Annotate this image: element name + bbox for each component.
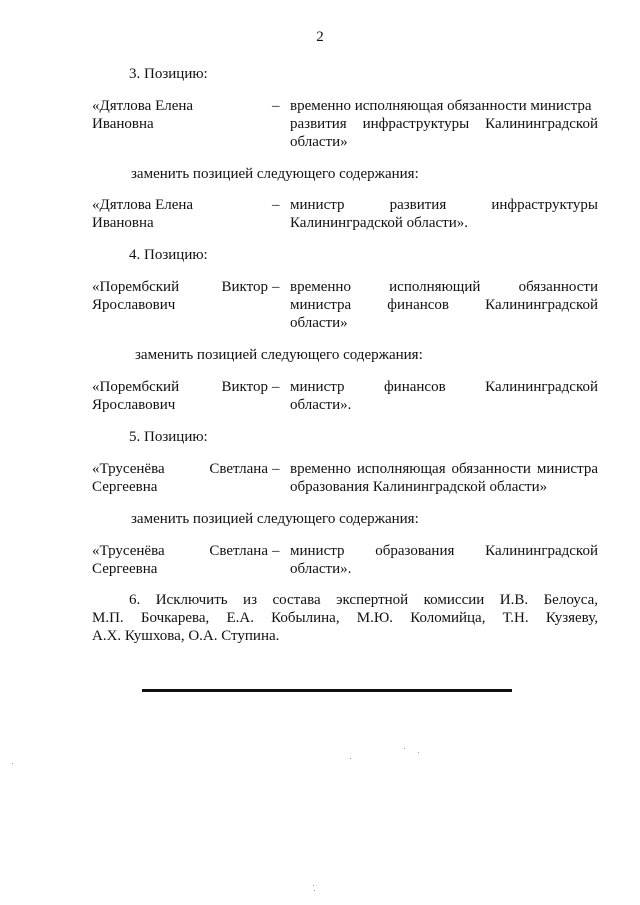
name-line-2: Сергеевна <box>92 561 158 577</box>
name-line-1 <box>92 378 268 396</box>
surname: «Трусенёва <box>92 543 165 559</box>
entry-dash: – <box>272 379 280 395</box>
entry-dash: – <box>272 98 280 114</box>
desc-line: образования Калининградской области» <box>290 479 548 495</box>
desc-line: области» <box>290 315 348 331</box>
surname: «Порембский <box>92 279 180 295</box>
first-name: Светлана <box>209 543 268 559</box>
name-line-2: Сергеевна <box>92 479 158 495</box>
desc-line: временно исполняющая обязанности министра <box>290 98 592 114</box>
desc-line: министр образования Калининградской <box>290 543 598 559</box>
entry-dash: – <box>272 197 280 213</box>
position-description <box>290 97 598 151</box>
desc-line: Калининградской области». <box>290 215 468 231</box>
first-name: Светлана <box>209 461 268 477</box>
replace-phrase: заменить позицией следующего содержания: <box>131 511 419 527</box>
item-heading: 3. Позицию: <box>129 66 208 82</box>
person-name <box>92 97 268 133</box>
name-line-2: Ярославович <box>92 397 176 413</box>
surname: «Трусенёва <box>92 461 165 477</box>
desc-line: области» <box>290 134 348 150</box>
desc-line: области». <box>290 397 352 413</box>
entry-dash: – <box>272 461 280 477</box>
position-description <box>290 460 598 496</box>
position-description <box>290 542 598 578</box>
name-line-2: Ярославович <box>92 297 176 313</box>
desc-line: министра финансов Калининградской <box>290 297 598 313</box>
desc-line: временно исполняющая обязанности министра <box>290 461 598 477</box>
replace-phrase: заменить позицией следующего содержания: <box>131 166 419 182</box>
entry-dash: – <box>272 543 280 559</box>
page-number: 2 <box>316 29 324 45</box>
first-name: Виктор <box>221 379 268 395</box>
item-heading: 5. Позицию: <box>129 429 208 445</box>
desc-line: временно исполняющий обязанности <box>290 279 598 295</box>
paragraph-line: М.П. Бочкарева, Е.А. Кобылина, М.Ю. Коломийца, Т.Н. Кузяеву, <box>92 610 598 626</box>
person-name <box>92 378 268 414</box>
position-description <box>290 196 598 232</box>
desc-line: министр развития инфраструктуры <box>290 197 598 213</box>
position-description <box>290 378 598 414</box>
item-heading: 4. Позицию: <box>129 247 208 263</box>
person-name <box>92 278 268 314</box>
first-name: Виктор <box>221 279 268 295</box>
name-line-2: Ивановна <box>92 116 154 132</box>
person-name <box>92 196 268 232</box>
exclusion-paragraph <box>92 591 598 645</box>
name-line-1 <box>92 460 268 478</box>
surname: «Порембский <box>92 379 180 395</box>
name-line-2: Ивановна <box>92 215 154 231</box>
closing-rule <box>142 689 512 692</box>
name-line-1: «Дятлова Елена <box>92 98 194 114</box>
name-line-1 <box>92 278 268 296</box>
desc-line: развития инфраструктуры Калининградской <box>290 116 598 132</box>
paragraph-line: 6. Исключить из состава экспертной комиссии И.В. Белоуса, <box>129 592 598 608</box>
desc-line: министр финансов Калининградской <box>290 379 598 395</box>
person-name <box>92 542 268 578</box>
name-line-1: «Дятлова Елена <box>92 197 194 213</box>
paragraph-line: А.Х. Кушхова, О.А. Ступина. <box>92 628 280 644</box>
replace-phrase: заменить позицией следующего содержания: <box>135 347 423 363</box>
person-name <box>92 460 268 496</box>
name-line-1 <box>92 542 268 560</box>
position-description <box>290 278 598 332</box>
desc-line: области». <box>290 561 352 577</box>
entry-dash: – <box>272 279 280 295</box>
